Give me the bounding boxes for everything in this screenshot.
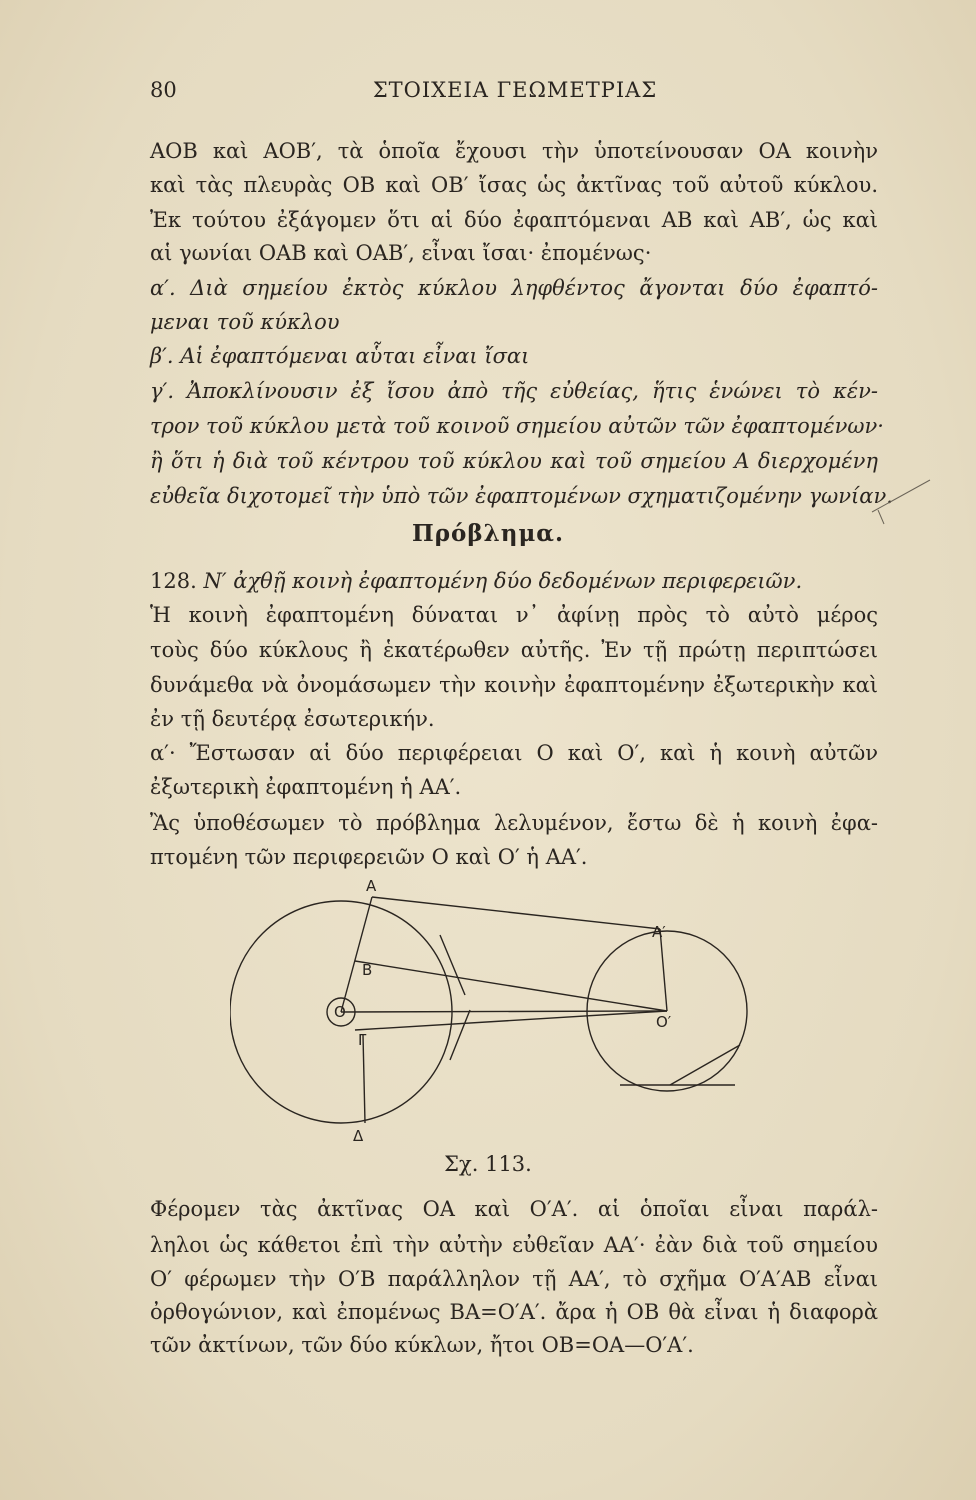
text-line: πτομένη τῶν περιφερειῶν Ο καὶ Ο′ ἡ ΑΑ′. bbox=[150, 845, 588, 869]
page-number: 80 bbox=[150, 78, 177, 102]
page-header bbox=[150, 78, 880, 108]
corollary-line: εὐθεῖα διχοτομεῖ τὴν ὑπὸ τῶν ἐφαπτομένων σχηματιζομένην γωνίαν. bbox=[150, 484, 893, 508]
text-line: ἐξωτερικὴ ἐφαπτομένη ἡ ΑΑ′. bbox=[150, 775, 462, 799]
lower-line-o-prime bbox=[355, 1011, 667, 1030]
running-title: ΣΤΟΙΧΕΙΑ ΓΕΩΜΕΤΡΙΑΣ bbox=[372, 78, 658, 102]
label-delta: Δ bbox=[353, 1127, 364, 1145]
label-gamma: Γ bbox=[358, 1031, 367, 1049]
problem-number: 128. bbox=[150, 569, 197, 593]
line-o-prime-b bbox=[355, 961, 667, 1011]
text-line: Ἡ κοινὴ ἐφαπτομένη δύναται ν᾿ ἀφίνῃ πρὸς τὸ αὐτὸ μέρος bbox=[150, 603, 878, 627]
corollary-line: μεναι τοῦ κύκλου bbox=[150, 310, 340, 334]
corollary-line: τρον τοῦ κύκλου μετὰ τοῦ κοινοῦ σημείου αὐτῶν τῶν ἐφαπτομένων· bbox=[150, 414, 884, 438]
line-o-o-prime bbox=[341, 1011, 667, 1012]
label-a-prime: Α′ bbox=[652, 923, 666, 941]
corollary-line: γ′. Ἀποκλίνουσιν ἐξ ἴσου ἀπὸ τῆς εὐθείας, ἥτις ἑνώνει τὸ κέν- bbox=[150, 379, 878, 403]
corollary-line: α′. Διὰ σημείου ἐκτὸς κύκλου ληφθέντος ἄγονται δύο ἐφαπτό- bbox=[150, 276, 878, 300]
label-b: Β bbox=[362, 961, 373, 979]
corollary-line: ἢ ὅτι ἡ διὰ τοῦ κέντρου τοῦ κύκλου καὶ τοῦ σημείου Α διερχομένη bbox=[150, 449, 878, 473]
arc-tick-upper bbox=[440, 935, 465, 995]
text-line: αἱ γωνίαι ΟΑΒ καὶ ΟΑΒ′, εἶναι ἴσαι· ἐπομένως· bbox=[150, 241, 652, 265]
problem-statement bbox=[150, 566, 878, 596]
text-line: δυνάμεθα νὰ ὀνομάσωμεν τὴν κοινὴν ἐφαπτομένην ἐξωτερικὴν καὶ bbox=[150, 673, 878, 697]
label-o-prime: Ο′ bbox=[656, 1013, 672, 1031]
radius-oa bbox=[341, 897, 372, 1012]
text-line: α′· Ἔστωσαν αἱ δύο περιφέρειαι Ο καὶ Ο′, καὶ ἡ κοινὴ αὐτῶν bbox=[150, 741, 878, 765]
text-line: τοὺς δύο κύκλους ἢ ἑκατέρωθεν αὐτῆς. Ἐν τῇ πρώτῃ περιπτώσει bbox=[150, 638, 878, 662]
text-line: Ἂς ὑποθέσωμεν τὸ πρόβλημα λελυμένον, ἔστω δὲ ἡ κοινὴ ἐφα- bbox=[150, 811, 878, 835]
text-line: τῶν ἀκτίνων, τῶν δύο κύκλων, ἤτοι ΟΒ=ΟΑ—Ο′Α′. bbox=[150, 1333, 694, 1357]
section-heading: Πρόβλημα. bbox=[411, 520, 565, 547]
text-line: Ἐκ τούτου ἐξάγομεν ὅτι αἱ δύο ἐφαπτόμεναι ΑΒ καὶ ΑΒ′, ὡς καὶ bbox=[150, 208, 878, 232]
text-line: Φέρομεν τὰς ἀκτῖνας ΟΑ καὶ Ο′Α′. αἱ ὁποῖαι εἶναι παράλ- bbox=[150, 1197, 878, 1221]
figure-caption: Σχ. 113. bbox=[444, 1152, 532, 1176]
text-line: ΑΟΒ καὶ ΑΟΒ′, τὰ ὁποῖα ἔχουσι τὴν ὑποτείνουσαν ΟΑ κοινὴν bbox=[150, 139, 878, 163]
problem-title: Ν′ ἀχθῇ κοινὴ ἐφαπτομένη δύο δεδομένων περιφερειῶν. bbox=[203, 569, 803, 593]
text-line: ληλοι ὡς κάθετοι ἐπὶ τὴν αὐτὴν εὐθεῖαν ΑΑ′· ἐὰν διὰ τοῦ σημείου bbox=[150, 1233, 878, 1257]
radius-o-prime-a-prime bbox=[660, 929, 667, 1011]
common-tangent-aa-prime bbox=[372, 897, 660, 929]
lower-tangent-line bbox=[670, 1045, 740, 1085]
text-line: ἐν τῇ δευτέρᾳ ἐσωτερικήν. bbox=[150, 707, 435, 731]
text-line: καὶ τὰς πλευρὰς ΟΒ καὶ ΟΒ′ ἴσας ὡς ἀκτῖνας τοῦ αὐτοῦ κύκλου. bbox=[150, 173, 878, 197]
arc-tick-lower bbox=[450, 1010, 470, 1060]
geometry-figure bbox=[230, 875, 750, 1145]
text-line: Ο′ φέρωμεν τὴν Ο′Β παράλληλον τῇ ΑΑ′, τὸ σχῆμα Ο′Α′ΑΒ εἶναι bbox=[150, 1267, 878, 1291]
label-a: Α bbox=[366, 877, 377, 895]
label-o: Ο bbox=[334, 1003, 346, 1021]
text-line: ὀρθογώνιον, καὶ ἐπομένως ΒΑ=Ο′Α′. ἄρα ἡ ΟΒ θὰ εἶναι ἡ διαφορὰ bbox=[150, 1300, 878, 1324]
corollary-line: β′. Αἱ ἐφαπτόμεναι αὗται εἶναι ἴσαι bbox=[150, 344, 530, 368]
